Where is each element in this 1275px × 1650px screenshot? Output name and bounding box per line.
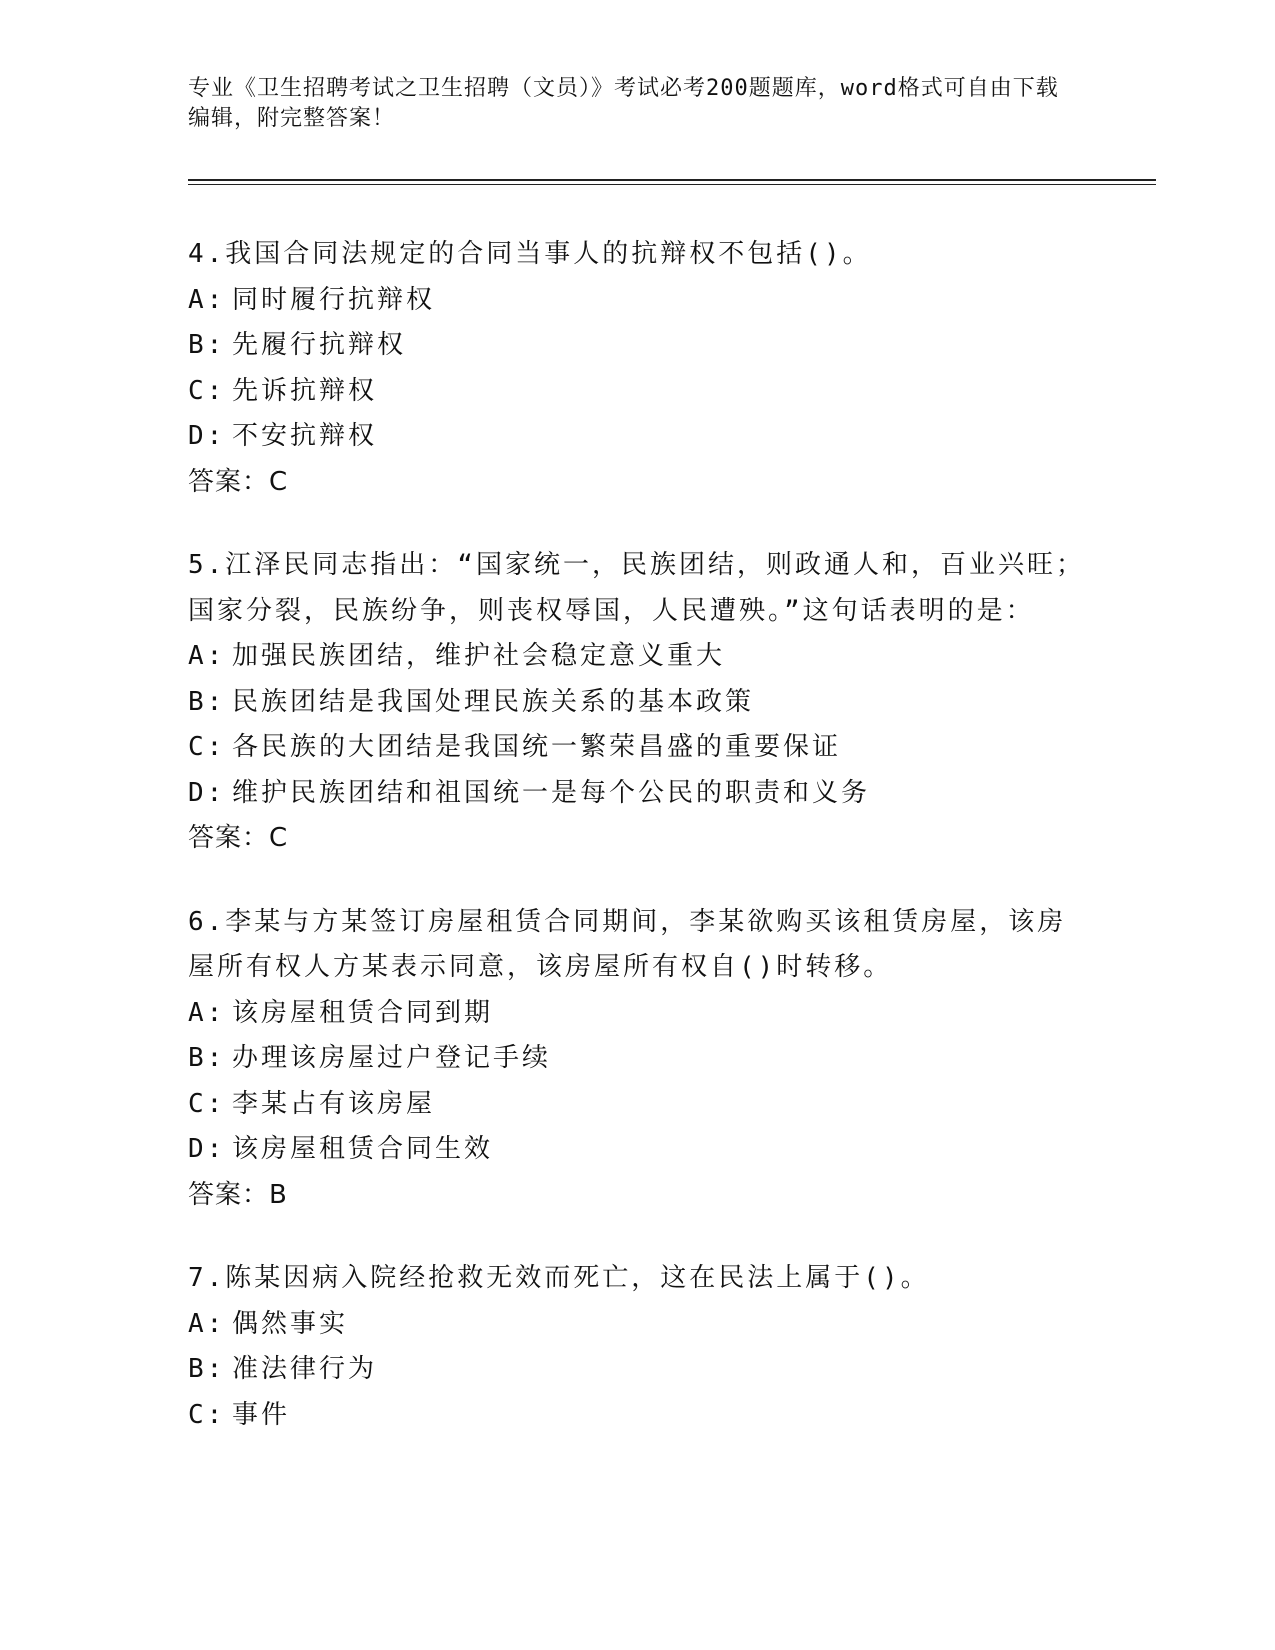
answer: 答案：B xyxy=(188,1179,288,1210)
option-text: 民族团结是我国处理民族关系的基本政策 xyxy=(232,686,755,717)
question-stem: 5.江泽民同志指出：“国家统一，民族团结，则政通人和，百业兴旺；国家分裂，民族纷争，则丧权辱国，人民遭殃。”这句话表明的是： xyxy=(188,550,1085,626)
option-c xyxy=(188,1082,1088,1128)
option-c xyxy=(188,369,1088,415)
answer: 答案：C xyxy=(188,823,289,853)
option-key: D: xyxy=(188,421,226,451)
question-stem: 7.陈某因病入院经抢救无效而死亡，这在民法上属于()。 xyxy=(188,1263,930,1293)
answer: 答案：C xyxy=(188,466,289,497)
question-7 xyxy=(188,1256,1088,1438)
option-text: 李某占有该房屋 xyxy=(232,1088,436,1119)
document-intro: 专业《卫生招聘考试之卫生招聘（文员）》考试必考200题题库，word格式可自由下载编辑，附完整答案！ xyxy=(188,76,1059,131)
header-divider-thin xyxy=(188,184,1156,185)
option-b xyxy=(188,1347,1088,1393)
option-text: 该房屋租赁合同到期 xyxy=(232,997,494,1028)
question-stem: 4.我国合同法规定的合同当事人的抗辩权不包括()。 xyxy=(188,239,872,269)
option-text: 不安抗辩权 xyxy=(232,421,378,451)
option-key: A: xyxy=(188,641,226,671)
question-6 xyxy=(188,900,1088,1219)
option-key: B: xyxy=(188,1354,226,1384)
option-d xyxy=(188,771,1088,817)
question-4 xyxy=(188,232,1088,505)
option-key: D: xyxy=(188,1134,226,1164)
option-key: C: xyxy=(188,375,226,406)
option-a xyxy=(188,634,1088,680)
option-a xyxy=(188,991,1088,1037)
option-d xyxy=(188,1127,1088,1173)
option-key: A: xyxy=(188,284,226,315)
option-key: B: xyxy=(188,1043,226,1073)
option-c xyxy=(188,1393,1088,1439)
header-divider xyxy=(188,179,1156,181)
option-text: 办理该房屋过户登记手续 xyxy=(232,1043,552,1073)
option-text: 准法律行为 xyxy=(232,1354,378,1384)
option-text: 加强民族团结，维护社会稳定意义重大 xyxy=(232,641,726,671)
option-key: D: xyxy=(188,777,226,808)
option-a xyxy=(188,278,1088,324)
option-key: A: xyxy=(188,1308,226,1339)
option-key: C: xyxy=(188,732,226,762)
option-a xyxy=(188,1302,1088,1348)
option-text: 同时履行抗辩权 xyxy=(232,284,436,315)
option-b xyxy=(188,323,1088,369)
option-text: 先履行抗辩权 xyxy=(232,330,407,360)
option-d xyxy=(188,414,1088,460)
option-b xyxy=(188,1036,1088,1082)
option-b xyxy=(188,680,1088,726)
option-c xyxy=(188,725,1088,771)
option-key: C: xyxy=(188,1399,226,1430)
option-key: B: xyxy=(188,330,226,360)
option-text: 事件 xyxy=(232,1399,291,1430)
option-key: C: xyxy=(188,1088,226,1119)
question-list xyxy=(188,232,1088,1476)
option-text: 维护民族团结和祖国统一是每个公民的职责和义务 xyxy=(232,777,871,808)
option-key: A: xyxy=(188,997,226,1028)
option-text: 该房屋租赁合同生效 xyxy=(232,1134,494,1164)
option-key: B: xyxy=(188,686,226,717)
question-5 xyxy=(188,543,1088,862)
option-text: 先诉抗辩权 xyxy=(232,375,378,406)
option-text: 偶然事实 xyxy=(232,1308,349,1339)
question-stem: 6.李某与方某签订房屋租赁合同期间，李某欲购买该租赁房屋，该房屋所有权人方某表示同意，该房屋所有权自()时转移。 xyxy=(188,906,1067,982)
option-text: 各民族的大团结是我国统一繁荣昌盛的重要保证 xyxy=(232,732,842,762)
